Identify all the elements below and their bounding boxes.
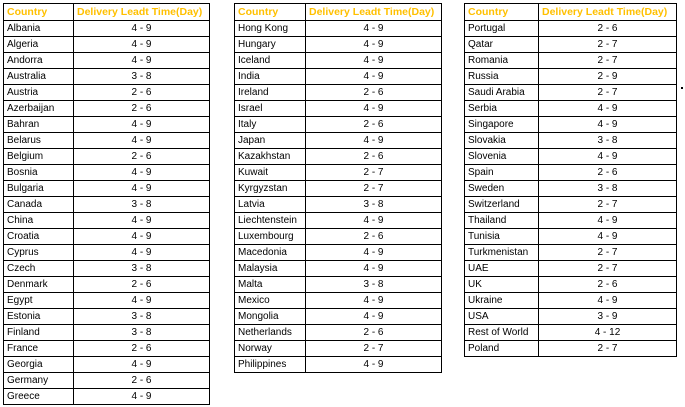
- country-cell: Estonia: [4, 309, 74, 325]
- delivery-table-1: [3, 3, 210, 405]
- lead-time-cell: 2 - 6: [74, 149, 210, 165]
- country-cell: Macedonia: [235, 245, 306, 261]
- stray-dot: [681, 87, 683, 89]
- lead-time-cell: 4 - 9: [539, 101, 677, 117]
- lead-time-cell: 4 - 9: [74, 245, 210, 261]
- country-cell: Finland: [4, 325, 74, 341]
- lead-time-cell: 3 - 9: [539, 309, 677, 325]
- country-cell: Saudi Arabia: [465, 85, 539, 101]
- country-cell: Egypt: [4, 293, 74, 309]
- lead-time-cell: 4 - 9: [74, 213, 210, 229]
- lead-time-cell: 2 - 7: [539, 245, 677, 261]
- lead-time-cell: 2 - 6: [74, 341, 210, 357]
- country-cell: Sweden: [465, 181, 539, 197]
- country-cell: Belarus: [4, 133, 74, 149]
- lead-time-cell: 3 - 8: [74, 309, 210, 325]
- country-cell: Italy: [235, 117, 306, 133]
- table-row: [465, 37, 677, 53]
- country-cell: Bahran: [4, 117, 74, 133]
- lead-time-cell: 4 - 9: [74, 53, 210, 69]
- table-row: [235, 133, 442, 149]
- country-cell: Rest of World: [465, 325, 539, 341]
- lead-time-cell: 4 - 9: [74, 357, 210, 373]
- country-cell: Ireland: [235, 85, 306, 101]
- lead-time-cell: 4 - 9: [74, 37, 210, 53]
- country-cell: Philippines: [235, 357, 306, 373]
- country-cell: Liechtenstein: [235, 213, 306, 229]
- table-row: [465, 117, 677, 133]
- table-row: [465, 245, 677, 261]
- table-row: [4, 133, 210, 149]
- table-row: [465, 149, 677, 165]
- header-row: [4, 4, 210, 21]
- country-cell: Cyprus: [4, 245, 74, 261]
- table-row: [4, 213, 210, 229]
- lead-time-cell: 3 - 8: [74, 69, 210, 85]
- table-row: [4, 357, 210, 373]
- lead-time-cell: 4 - 9: [306, 101, 442, 117]
- country-cell: Portugal: [465, 21, 539, 37]
- table-row: [465, 261, 677, 277]
- country-cell: Qatar: [465, 37, 539, 53]
- table-row: [235, 261, 442, 277]
- table-row: [4, 373, 210, 389]
- country-column-header: Country: [4, 4, 74, 21]
- table-row: [235, 309, 442, 325]
- country-cell: Austria: [4, 85, 74, 101]
- lead-time-cell: 4 - 9: [306, 53, 442, 69]
- country-cell: Hungary: [235, 37, 306, 53]
- table-row: [465, 21, 677, 37]
- country-cell: Israel: [235, 101, 306, 117]
- table-row: [4, 261, 210, 277]
- country-cell: Denmark: [4, 277, 74, 293]
- table-body: [4, 21, 210, 405]
- lead-time-cell: 3 - 8: [539, 181, 677, 197]
- table-row: [465, 277, 677, 293]
- country-cell: Romania: [465, 53, 539, 69]
- lead-time-cell: 2 - 6: [306, 85, 442, 101]
- country-cell: Poland: [465, 341, 539, 357]
- country-cell: Czech: [4, 261, 74, 277]
- table-row: [4, 309, 210, 325]
- table-row: [465, 133, 677, 149]
- lead-time-cell: 3 - 8: [74, 197, 210, 213]
- table-row: [235, 245, 442, 261]
- table-row: [465, 325, 677, 341]
- lead-time-cell: 4 - 9: [539, 117, 677, 133]
- country-cell: Belgium: [4, 149, 74, 165]
- country-column-header: Country: [235, 4, 306, 21]
- lead-time-cell: 2 - 6: [539, 277, 677, 293]
- table-row: [235, 277, 442, 293]
- country-cell: Ukraine: [465, 293, 539, 309]
- country-cell: Tunisia: [465, 229, 539, 245]
- table-row: [235, 357, 442, 373]
- lead-time-column-header: Delivery Leadt Time(Day): [306, 4, 442, 21]
- table-row: [465, 293, 677, 309]
- delivery-table-3: [464, 3, 677, 357]
- lead-time-cell: 2 - 6: [306, 117, 442, 133]
- country-cell: China: [4, 213, 74, 229]
- table-row: [235, 21, 442, 37]
- lead-time-cell: 4 - 9: [306, 37, 442, 53]
- country-cell: Turkmenistan: [465, 245, 539, 261]
- country-cell: Azerbaijan: [4, 101, 74, 117]
- country-cell: Spain: [465, 165, 539, 181]
- table-header: [235, 4, 442, 21]
- lead-time-column-header: Delivery Leadt Time(Day): [74, 4, 210, 21]
- lead-time-cell: 4 - 9: [306, 69, 442, 85]
- lead-time-cell: 4 - 9: [539, 293, 677, 309]
- country-cell: Iceland: [235, 53, 306, 69]
- lead-time-cell: 2 - 6: [306, 149, 442, 165]
- country-cell: Kyrgyzstan: [235, 181, 306, 197]
- lead-time-cell: 2 - 6: [539, 165, 677, 181]
- country-cell: Croatia: [4, 229, 74, 245]
- country-cell: Georgia: [4, 357, 74, 373]
- lead-time-cell: 2 - 7: [539, 37, 677, 53]
- country-cell: Algeria: [4, 37, 74, 53]
- table-row: [465, 197, 677, 213]
- country-cell: Slovakia: [465, 133, 539, 149]
- country-cell: USA: [465, 309, 539, 325]
- country-cell: UAE: [465, 261, 539, 277]
- table-row: [465, 165, 677, 181]
- table-row: [4, 149, 210, 165]
- table-row: [235, 197, 442, 213]
- table-row: [465, 341, 677, 357]
- table-row: [4, 69, 210, 85]
- country-cell: Latvia: [235, 197, 306, 213]
- lead-time-cell: 4 - 9: [306, 213, 442, 229]
- country-cell: Greece: [4, 389, 74, 405]
- country-cell: Hong Kong: [235, 21, 306, 37]
- header-row: [465, 4, 677, 21]
- lead-time-cell: 4 - 9: [539, 213, 677, 229]
- table-row: [4, 245, 210, 261]
- table-row: [465, 309, 677, 325]
- country-column-header: Country: [465, 4, 539, 21]
- table-row: [465, 229, 677, 245]
- country-cell: Thailand: [465, 213, 539, 229]
- country-cell: Malaysia: [235, 261, 306, 277]
- country-cell: Germany: [4, 373, 74, 389]
- lead-time-cell: 4 - 9: [74, 181, 210, 197]
- table-row: [4, 165, 210, 181]
- table-row: [4, 389, 210, 405]
- table-row: [465, 85, 677, 101]
- table-row: [4, 229, 210, 245]
- country-cell: Australia: [4, 69, 74, 85]
- table-row: [235, 85, 442, 101]
- lead-time-cell: 4 - 9: [306, 21, 442, 37]
- country-cell: Singapore: [465, 117, 539, 133]
- lead-time-cell: 4 - 9: [74, 389, 210, 405]
- country-cell: Kuwait: [235, 165, 306, 181]
- table-row: [4, 85, 210, 101]
- lead-time-cell: 2 - 7: [306, 341, 442, 357]
- country-cell: Malta: [235, 277, 306, 293]
- country-cell: Russia: [465, 69, 539, 85]
- table-row: [465, 101, 677, 117]
- table-row: [4, 117, 210, 133]
- table-row: [4, 181, 210, 197]
- table-row: [4, 101, 210, 117]
- table-header: [4, 4, 210, 21]
- lead-time-cell: 2 - 7: [539, 261, 677, 277]
- table-row: [465, 213, 677, 229]
- lead-time-cell: 4 - 9: [539, 149, 677, 165]
- country-cell: France: [4, 341, 74, 357]
- table-row: [4, 341, 210, 357]
- table-body: [465, 21, 677, 357]
- lead-time-cell: 4 - 9: [306, 261, 442, 277]
- lead-time-cell: 4 - 9: [306, 309, 442, 325]
- lead-time-column-header: Delivery Leadt Time(Day): [539, 4, 677, 21]
- country-cell: Mongolia: [235, 309, 306, 325]
- country-cell: Switzerland: [465, 197, 539, 213]
- header-row: [235, 4, 442, 21]
- country-cell: Japan: [235, 133, 306, 149]
- lead-time-cell: 4 - 9: [74, 133, 210, 149]
- country-cell: Mexico: [235, 293, 306, 309]
- table-row: [235, 293, 442, 309]
- country-cell: Bulgaria: [4, 181, 74, 197]
- lead-time-cell: 4 - 9: [306, 133, 442, 149]
- table-row: [4, 277, 210, 293]
- table-row: [4, 293, 210, 309]
- country-cell: Albania: [4, 21, 74, 37]
- table-body: [235, 21, 442, 373]
- lead-time-cell: 4 - 9: [74, 117, 210, 133]
- table-row: [235, 213, 442, 229]
- lead-time-cell: 2 - 7: [539, 53, 677, 69]
- delivery-table-2: [234, 3, 442, 373]
- table-row: [235, 341, 442, 357]
- table-row: [235, 325, 442, 341]
- table-row: [235, 181, 442, 197]
- lead-time-cell: 2 - 7: [306, 165, 442, 181]
- table-row: [235, 117, 442, 133]
- country-cell: Netherlands: [235, 325, 306, 341]
- table-row: [4, 325, 210, 341]
- table-row: [4, 37, 210, 53]
- country-cell: Kazakhstan: [235, 149, 306, 165]
- table-row: [4, 197, 210, 213]
- table-row: [4, 21, 210, 37]
- lead-time-cell: 2 - 6: [74, 373, 210, 389]
- table-row: [235, 69, 442, 85]
- table-row: [465, 181, 677, 197]
- lead-time-cell: 4 - 9: [74, 165, 210, 181]
- lead-time-cell: 3 - 8: [306, 277, 442, 293]
- table-row: [235, 53, 442, 69]
- country-cell: Canada: [4, 197, 74, 213]
- lead-time-cell: 4 - 12: [539, 325, 677, 341]
- lead-time-cell: 3 - 8: [74, 261, 210, 277]
- country-cell: UK: [465, 277, 539, 293]
- lead-time-cell: 2 - 6: [539, 21, 677, 37]
- lead-time-cell: 4 - 9: [539, 229, 677, 245]
- lead-time-cell: 4 - 9: [306, 245, 442, 261]
- lead-time-cell: 2 - 6: [74, 101, 210, 117]
- table-row: [235, 165, 442, 181]
- lead-time-cell: 2 - 6: [74, 277, 210, 293]
- table-header: [465, 4, 677, 21]
- lead-time-cell: 2 - 9: [539, 69, 677, 85]
- lead-time-cell: 2 - 7: [306, 181, 442, 197]
- table-row: [4, 53, 210, 69]
- country-cell: Luxembourg: [235, 229, 306, 245]
- lead-time-cell: 3 - 8: [539, 133, 677, 149]
- country-cell: Norway: [235, 341, 306, 357]
- lead-time-cell: 2 - 6: [306, 325, 442, 341]
- lead-time-cell: 3 - 8: [74, 325, 210, 341]
- country-cell: Slovenia: [465, 149, 539, 165]
- lead-time-cell: 2 - 7: [539, 197, 677, 213]
- country-cell: India: [235, 69, 306, 85]
- lead-time-cell: 3 - 8: [306, 197, 442, 213]
- country-cell: Serbia: [465, 101, 539, 117]
- lead-time-cell: 2 - 7: [539, 341, 677, 357]
- country-cell: Bosnia: [4, 165, 74, 181]
- lead-time-cell: 2 - 6: [74, 85, 210, 101]
- table-row: [465, 53, 677, 69]
- lead-time-cell: 4 - 9: [306, 357, 442, 373]
- table-row: [235, 37, 442, 53]
- lead-time-cell: 4 - 9: [74, 21, 210, 37]
- table-row: [235, 229, 442, 245]
- table-row: [235, 149, 442, 165]
- lead-time-cell: 2 - 7: [539, 85, 677, 101]
- country-cell: Andorra: [4, 53, 74, 69]
- lead-time-cell: 4 - 9: [306, 293, 442, 309]
- table-row: [235, 101, 442, 117]
- table-row: [465, 69, 677, 85]
- lead-time-cell: 4 - 9: [74, 293, 210, 309]
- lead-time-cell: 4 - 9: [74, 229, 210, 245]
- lead-time-cell: 2 - 6: [306, 229, 442, 245]
